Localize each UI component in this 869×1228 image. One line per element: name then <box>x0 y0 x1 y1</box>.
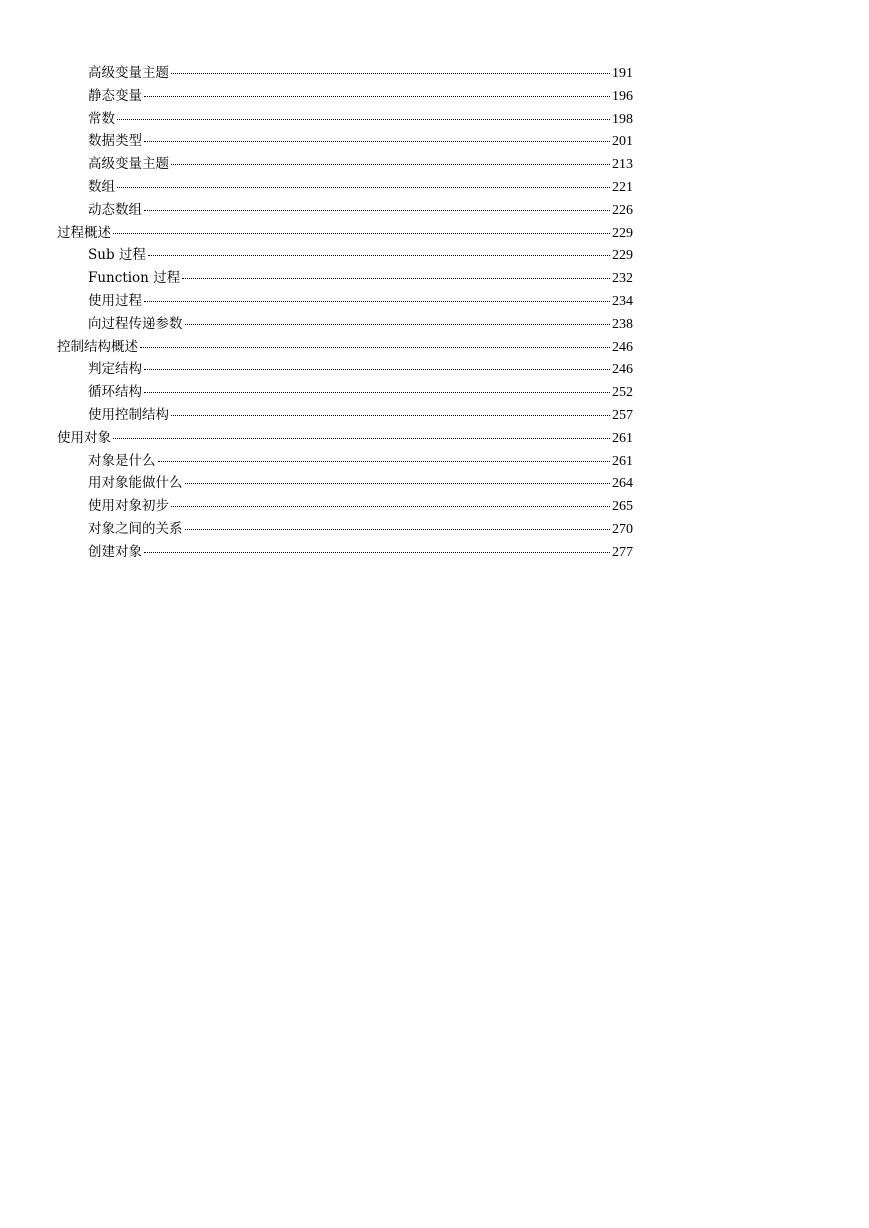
toc-entry[interactable] <box>57 336 633 359</box>
toc-entry-page-number: 246 <box>612 362 633 378</box>
dot-leader <box>185 529 611 530</box>
toc-entry-title: 高级变量主题 <box>88 65 169 81</box>
toc-entry[interactable] <box>57 153 633 176</box>
toc-entry-page-number: 277 <box>612 544 633 560</box>
dot-leader <box>171 506 610 507</box>
toc-entry-title: Function 过程 <box>88 270 181 287</box>
toc-entry-title: 创建对象 <box>88 543 142 560</box>
toc-entry-page-number: 261 <box>612 453 633 469</box>
toc-entry-title: 对象之间的关系 <box>88 520 183 537</box>
dot-leader <box>117 187 610 188</box>
toc-entry[interactable] <box>57 199 633 222</box>
toc-entry-page-number: 238 <box>612 316 633 332</box>
toc-entry-page-number: 201 <box>612 134 633 150</box>
toc-entry[interactable] <box>57 108 633 131</box>
toc-entry-page-number: 226 <box>612 202 633 218</box>
toc-entry[interactable] <box>57 130 633 153</box>
dot-leader <box>113 438 610 439</box>
toc-entry-title: 用对象能做什么 <box>88 475 183 492</box>
toc-entry-title: 判定结构 <box>88 361 142 378</box>
toc-entry-title: 使用过程 <box>88 292 142 309</box>
toc-entry-title: 高级变量主题 <box>88 156 169 173</box>
toc-entry-page-number: 198 <box>612 111 633 127</box>
toc-entry-title: 静态变量 <box>88 87 142 104</box>
toc-entry[interactable] <box>57 541 633 564</box>
dot-leader <box>171 164 610 165</box>
toc-entry[interactable] <box>57 427 633 450</box>
toc-entry-title: 向过程传递参数 <box>88 315 183 332</box>
dot-leader <box>113 233 610 234</box>
toc-entry[interactable] <box>57 404 633 427</box>
dot-leader <box>144 369 610 370</box>
toc-entry-title: 对象是什么 <box>88 452 156 469</box>
toc-entry-title: 动态数组 <box>88 201 142 218</box>
toc-entry-page-number: 196 <box>612 88 633 104</box>
toc-entry[interactable] <box>57 358 633 381</box>
dot-leader <box>185 483 611 484</box>
toc-entry-page-number: 221 <box>612 179 633 195</box>
toc-entry-page-number: 232 <box>612 271 633 287</box>
toc-entry-title: 数组 <box>88 178 115 195</box>
toc-entry[interactable] <box>57 176 633 199</box>
toc-entry-page-number: 246 <box>612 339 633 355</box>
toc-entry[interactable] <box>57 62 633 85</box>
toc-entry-title: 循环结构 <box>88 384 142 401</box>
dot-leader <box>140 347 610 348</box>
toc-entry-title: 常数 <box>88 110 115 127</box>
toc-entry-page-number: 252 <box>612 385 633 401</box>
dot-leader <box>171 73 610 74</box>
toc-entry-page-number: 191 <box>612 66 633 81</box>
dot-leader <box>158 461 611 462</box>
toc-entry-page-number: 264 <box>612 476 633 492</box>
toc-entry-page-number: 270 <box>612 521 633 537</box>
dot-leader <box>144 210 610 211</box>
dot-leader <box>148 255 610 256</box>
dot-leader <box>144 552 610 553</box>
toc-entry-page-number: 229 <box>612 248 633 264</box>
table-of-contents <box>57 62 633 564</box>
toc-entry-page-number: 261 <box>612 430 633 446</box>
toc-entry-title: Sub 过程 <box>88 247 146 264</box>
toc-entry[interactable] <box>57 267 633 290</box>
toc-entry[interactable] <box>57 290 633 313</box>
dot-leader <box>144 392 610 393</box>
dot-leader <box>185 324 611 325</box>
dot-leader <box>144 96 610 97</box>
toc-entry[interactable] <box>57 244 633 267</box>
toc-entry-title: 过程概述 <box>57 224 111 241</box>
toc-entry[interactable] <box>57 313 633 336</box>
toc-entry-page-number: 265 <box>612 499 633 515</box>
toc-entry-page-number: 234 <box>612 293 633 309</box>
toc-entry-page-number: 213 <box>612 157 633 173</box>
dot-leader <box>117 119 610 120</box>
dot-leader <box>171 415 610 416</box>
toc-entry[interactable] <box>57 450 633 473</box>
toc-entry[interactable] <box>57 381 633 404</box>
toc-entry[interactable] <box>57 495 633 518</box>
toc-entry-page-number: 257 <box>612 407 633 423</box>
toc-entry[interactable] <box>57 85 633 108</box>
toc-entry-title: 使用对象初步 <box>88 498 169 515</box>
dot-leader <box>182 278 610 279</box>
toc-entry-title: 数据类型 <box>88 133 142 150</box>
toc-entry[interactable] <box>57 222 633 245</box>
toc-entry[interactable] <box>57 518 633 541</box>
toc-entry[interactable] <box>57 472 633 495</box>
dot-leader <box>144 301 610 302</box>
dot-leader <box>144 141 610 142</box>
toc-entry-page-number: 229 <box>612 225 633 241</box>
toc-entry-title: 控制结构概述 <box>57 338 138 355</box>
toc-entry-title: 使用控制结构 <box>88 406 169 423</box>
toc-entry-title: 使用对象 <box>57 429 111 446</box>
